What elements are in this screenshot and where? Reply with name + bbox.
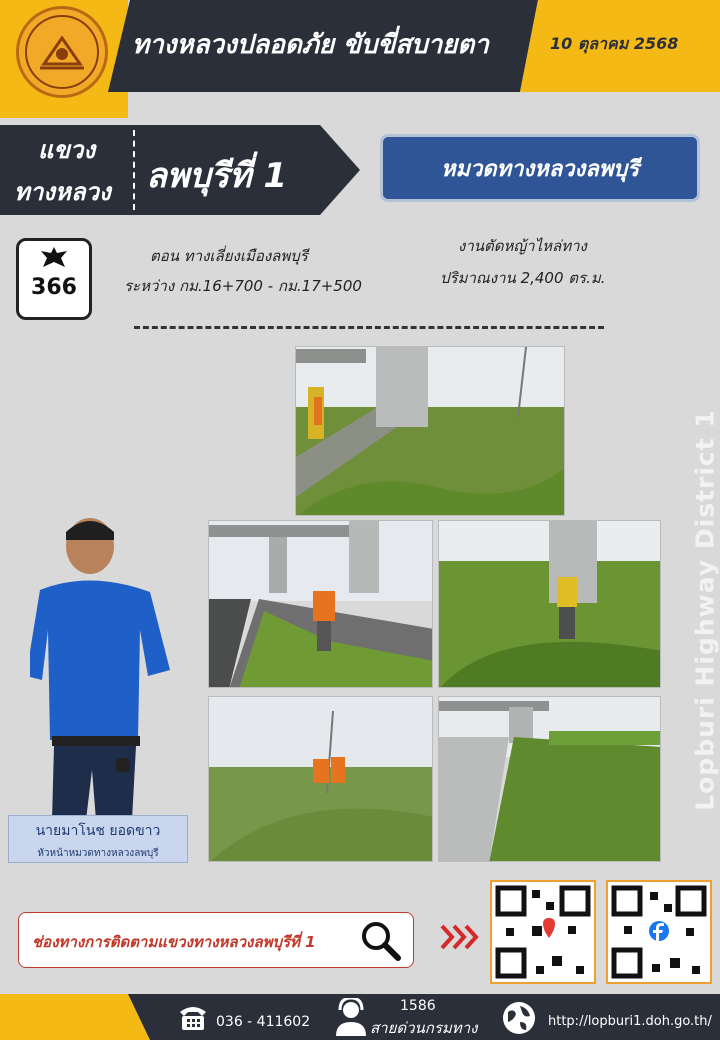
garuda-icon xyxy=(37,245,71,271)
vertical-district-label: Lopburi Highway District 1 xyxy=(690,409,720,811)
work-photo-5 xyxy=(438,696,661,862)
work-photo-4 xyxy=(208,696,433,862)
hotline-number[interactable]: 1586 xyxy=(400,998,436,1014)
footer-website-link[interactable]: http://lopburi1.doh.go.th/ xyxy=(548,1014,712,1029)
work-photo-3 xyxy=(438,520,661,688)
work-amount: ปริมาณงาน 2,400 ตร.ม. xyxy=(440,269,606,287)
chief-title: หัวหน้าหมวดทางหลวงลพบุรี xyxy=(37,848,159,859)
globe-icon xyxy=(500,1000,538,1036)
map-pin-icon xyxy=(543,918,555,938)
phone-icon xyxy=(176,1002,210,1032)
emblem-icon xyxy=(34,24,90,80)
route-number: 366 xyxy=(31,275,77,300)
route-shield xyxy=(16,238,92,320)
chevrons-right-icon xyxy=(440,922,480,952)
district-name: ลพบุรีที่ 1 xyxy=(146,156,287,196)
department-logo xyxy=(16,6,108,98)
route-section: ตอน ทางเลี่ยงเมืองลพบุรี xyxy=(150,247,308,265)
qr-code-map[interactable] xyxy=(490,880,596,984)
work-photo-1 xyxy=(295,346,565,516)
follow-channels-text: ช่องทางการติดตามแขวงทางหลวงลพบุรีที่ 1 xyxy=(32,933,316,951)
header-title: ทางหลวงปลอดภัย ขับขี่สบายตา xyxy=(132,30,489,60)
route-range: ระหว่าง กม.16+700 - กม.17+500 xyxy=(124,277,362,295)
district-label-line1: แขวง xyxy=(38,136,96,164)
section-divider xyxy=(134,326,604,329)
hotline-label: สายด่วนกรมทาง xyxy=(370,1019,478,1037)
district-separator xyxy=(133,130,135,210)
footer-phone[interactable]: 036 - 411602 xyxy=(216,1014,311,1030)
chief-name-card xyxy=(8,815,188,863)
unit-banner xyxy=(380,134,700,202)
search-icon[interactable] xyxy=(358,918,402,962)
header-date: 10 ตุลาคม 2568 xyxy=(550,34,679,53)
qr-code-facebook[interactable] xyxy=(606,880,712,984)
unit-name: หมวดทางหลวงลพบุรี xyxy=(440,156,640,182)
work-photo-2 xyxy=(208,520,433,688)
chief-name: นายมาโนช ยอดขาว xyxy=(35,823,161,839)
work-title: งานตัดหญ้าไหล่ทาง xyxy=(458,237,587,255)
hotline-agent-icon xyxy=(334,998,368,1036)
chief-portrait xyxy=(30,510,180,820)
footer-left-accent xyxy=(0,994,150,1040)
district-label-line2: ทางหลวง xyxy=(14,178,111,206)
